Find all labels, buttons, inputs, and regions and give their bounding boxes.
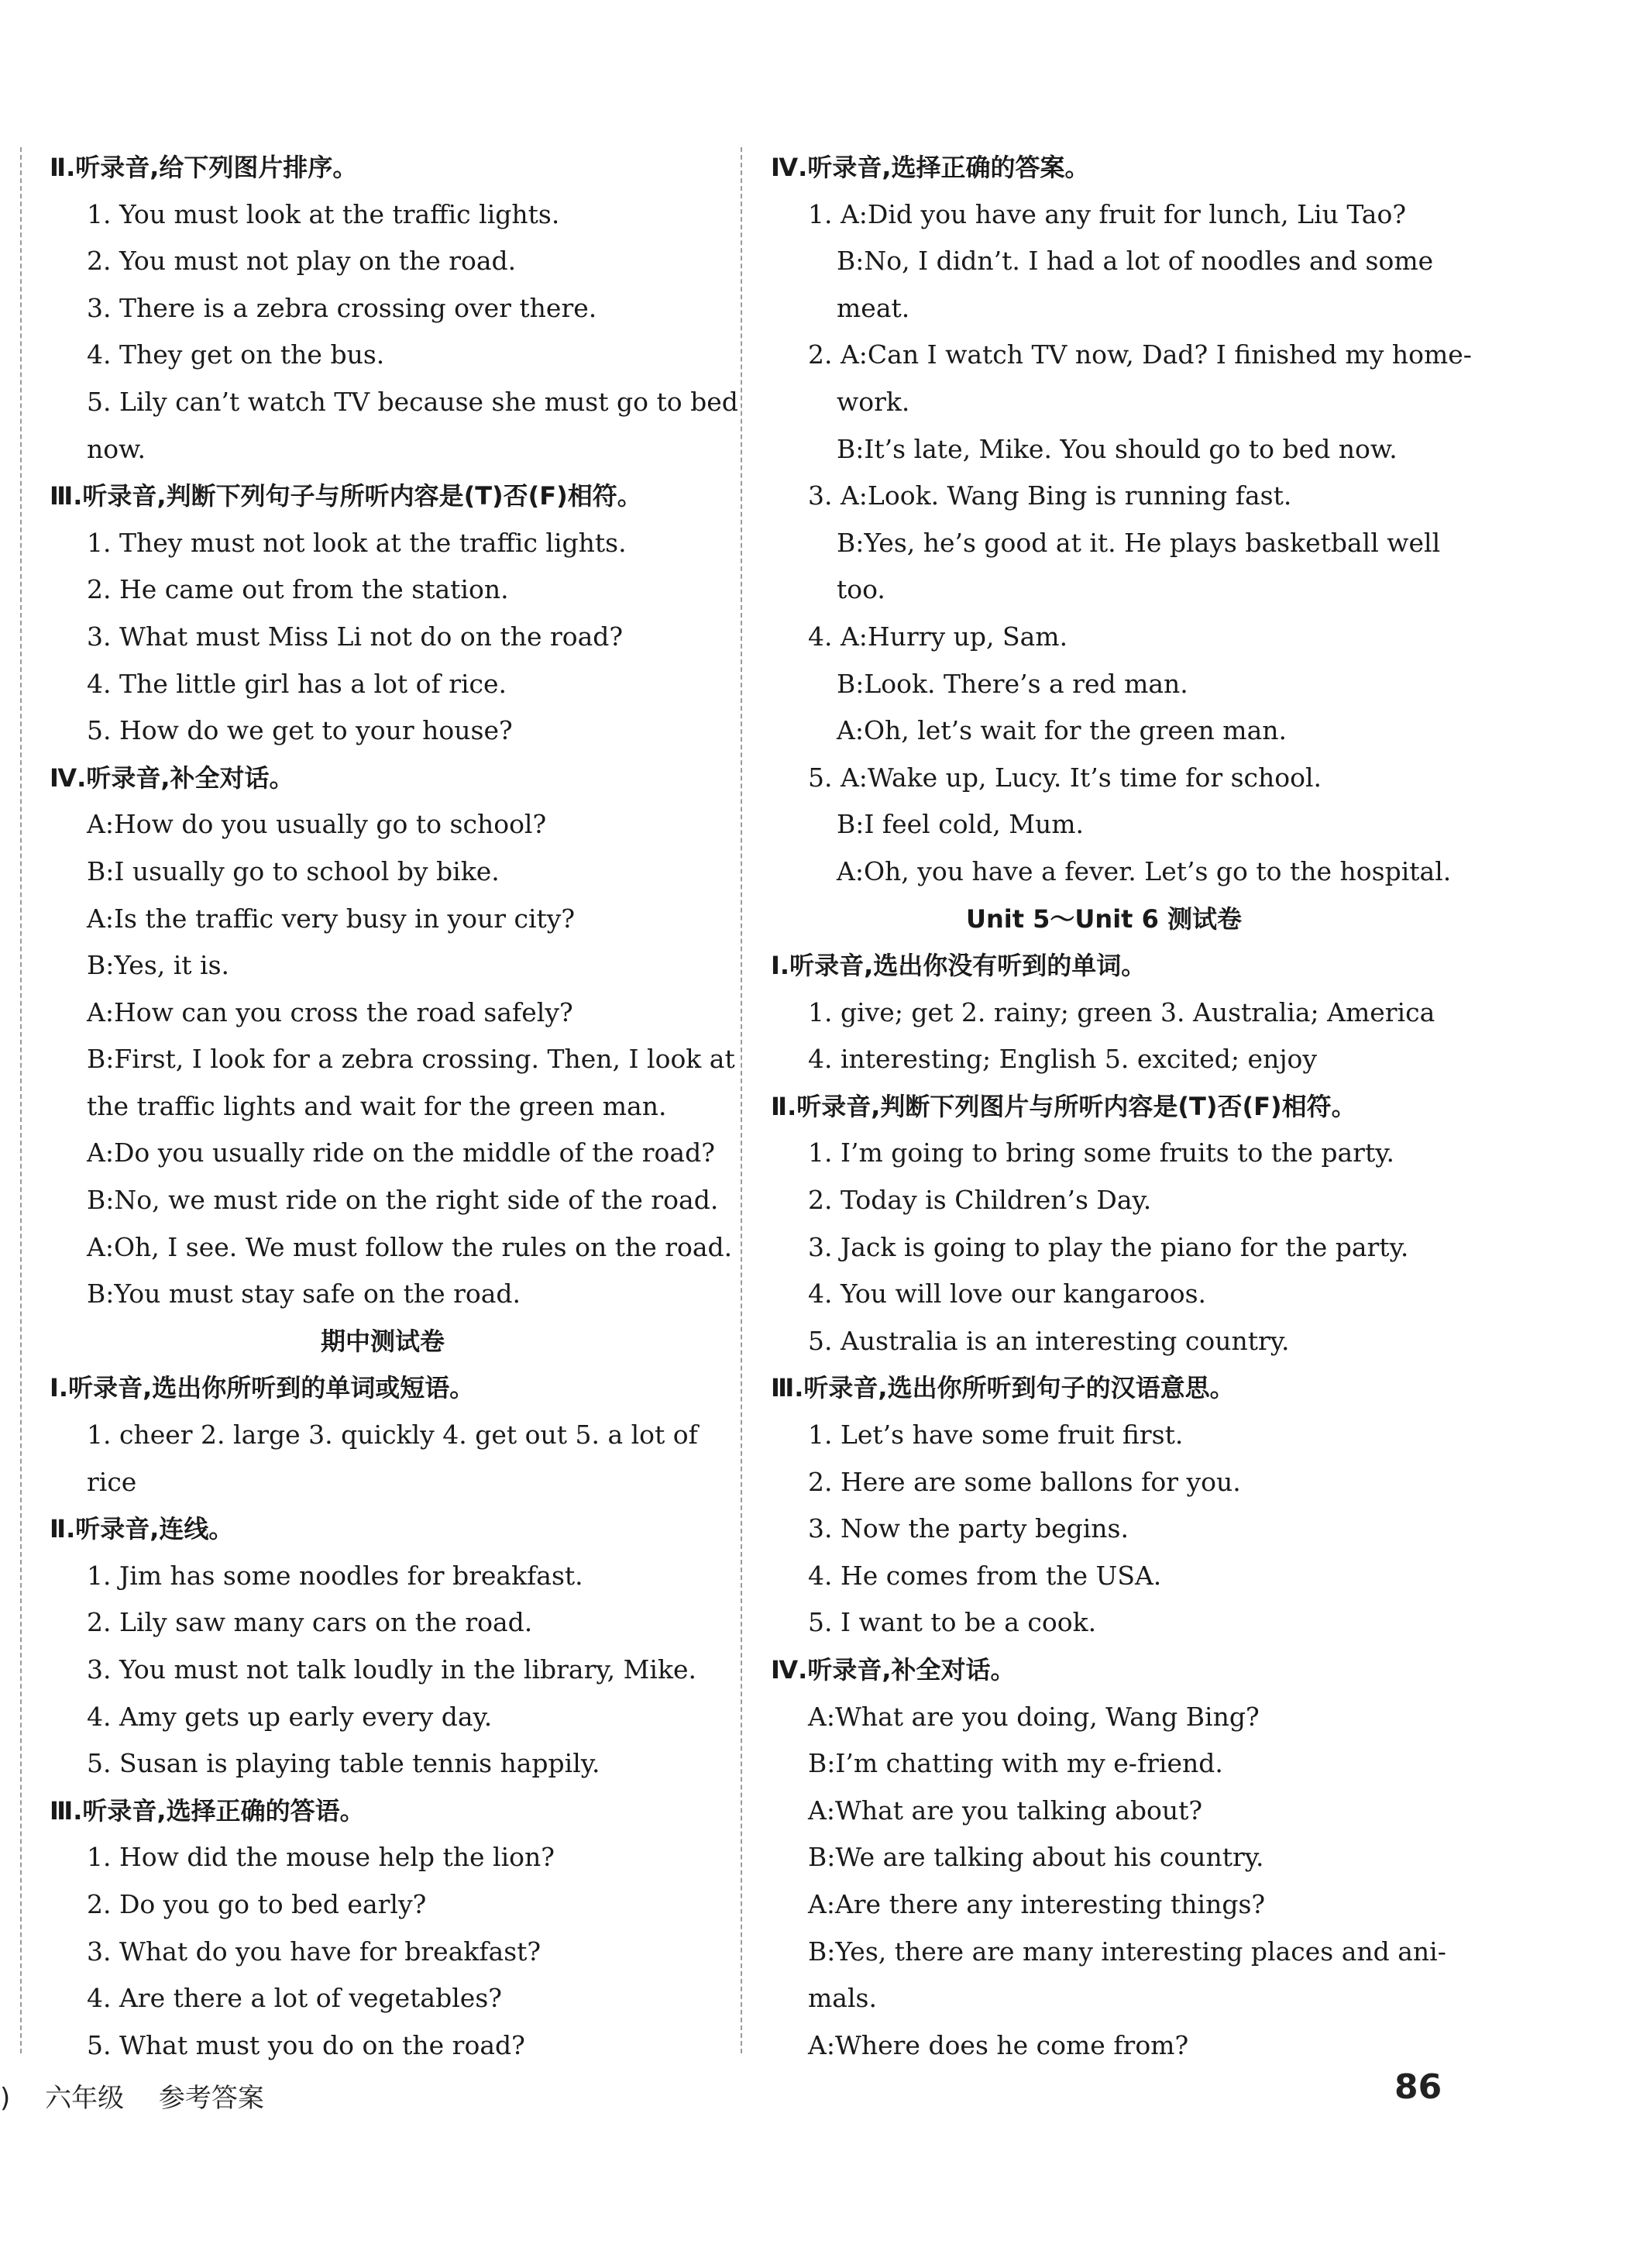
text-line: 1. I’m going to bring some fruits to the party.: [808, 1137, 1394, 1168]
text-line: 5. A:Wake up, Lucy. It’s time for school.: [808, 762, 1322, 793]
text-line: B:I’m chatting with my e-friend.: [808, 1748, 1223, 1779]
test-title: 期中测试卷: [320, 1326, 445, 1356]
text-line: 1. Let’s have some fruit first.: [808, 1420, 1184, 1451]
text-line: B:Yes, there are many interesting places and ani-: [808, 1936, 1446, 1967]
text-line: 3. What do you have for breakfast?: [87, 1936, 541, 1967]
text-line: rice: [87, 1466, 137, 1497]
text-line: A:What are you talking about?: [808, 1795, 1203, 1826]
text-line: B:I usually go to school by bike.: [87, 855, 500, 886]
text-line: 2. A:Can I watch TV now, Dad? I finished my home-: [808, 339, 1472, 370]
dialogue-line: A:Oh, let’s wait for the green man.: [837, 715, 1287, 746]
text-line: 1. They must not look at the traffic lights.: [87, 527, 627, 558]
text-line: 4. interesting; English 5. excited; enjoy: [808, 1044, 1318, 1075]
section-heading: Ⅰ.听录音,选出你没有听到的单词。: [771, 951, 1147, 981]
dialogue-line: work.: [837, 386, 910, 417]
text-line: 4. A:Hurry up, Sam.: [808, 621, 1068, 652]
text-line: A:Oh, I see. We must follow the rules on the road.: [87, 1231, 733, 1262]
dialogue-line: B:Look. There’s a red man.: [837, 668, 1188, 699]
text-line: A:Is the traffic very busy in your city?: [87, 903, 576, 934]
dialogue-line: B:No, I didn’t. I had a lot of noodles and some: [837, 246, 1434, 277]
text-line: 1. A:Did you have any fruit for lunch, Liu Tao?: [808, 198, 1407, 229]
section-heading: Ⅳ.听录音,补全对话。: [50, 762, 294, 793]
text-line: A:Are there any interesting things?: [808, 1888, 1266, 1919]
section-heading: Ⅳ.听录音,补全对话。: [771, 1655, 1016, 1685]
section-heading: Ⅱ.听录音,给下列图片排序。: [50, 153, 358, 182]
text-line: 2. He came out from the station.: [87, 574, 509, 605]
dialogue-line: A:Oh, you have a fever. Let’s go to the hospital.: [837, 855, 1452, 886]
text-line: 3. Now the party begins.: [808, 1513, 1129, 1544]
text-line: 3. You must not talk loudly in the library, Mike.: [87, 1654, 696, 1685]
text-line: 4. He comes from the USA.: [808, 1560, 1162, 1591]
dialogue-line: too.: [837, 574, 885, 605]
text-line: 1. cheer 2. large 3. quickly 4. get out 5. a lot of: [87, 1420, 698, 1451]
test-title: Unit 5～Unit 6 测试卷: [965, 903, 1243, 934]
section-heading: Ⅱ.听录音,连线。: [50, 1514, 234, 1544]
section-heading: Ⅳ.听录音,选择正确的答案。: [771, 153, 1090, 182]
text-line: mals.: [808, 1983, 877, 2014]
text-line: A:Do you usually ride on the middle of the road?: [87, 1137, 715, 1168]
text-line: 4. You will love our kangaroos.: [808, 1279, 1207, 1310]
text-line: 2. Here are some ballons for you.: [808, 1466, 1241, 1497]
text-line: B:No, we must ride on the right side of the road.: [87, 1185, 719, 1216]
text-line: 4. The little girl has a lot of rice.: [87, 668, 507, 699]
section-heading: Ⅲ.听录音,选择正确的答语。: [50, 1795, 365, 1826]
right-column: [771, 144, 1472, 2069]
text-line: 5. How do we get to your house?: [87, 715, 513, 746]
footer-label: [0, 2077, 291, 2115]
section-heading: Ⅲ.听录音,选出你所听到句子的汉语意思。: [771, 1373, 1235, 1403]
text-line: 3. A:Look. Wang Bing is running fast.: [808, 480, 1292, 511]
left-column: [50, 144, 738, 2069]
text-line: now.: [87, 433, 146, 464]
left-margin-rule: [20, 147, 22, 2053]
dialogue-line: meat.: [837, 292, 910, 323]
text-line: B:You must stay safe on the road.: [87, 1279, 521, 1310]
text-line: the traffic lights and wait for the green man.: [87, 1090, 667, 1121]
text-line: 2. Lily saw many cars on the road.: [87, 1607, 533, 1638]
text-line: 3. Jack is going to play the piano for the party.: [808, 1231, 1409, 1262]
text-line: 1. You must look at the traffic lights.: [87, 198, 560, 229]
text-line: 4. They get on the bus.: [87, 339, 385, 370]
footer-paren: ): [0, 2083, 11, 2114]
section-heading: Ⅰ.听录音,选出你所听到的单词或短语。: [50, 1373, 475, 1403]
text-line: 2. Do you go to bed early?: [87, 1888, 427, 1919]
text-line: A:What are you doing, Wang Bing?: [808, 1701, 1260, 1732]
text-line: B:First, I look for a zebra crossing. Then, I look at: [87, 1044, 735, 1075]
text-line: 1. How did the mouse help the lion?: [87, 1842, 555, 1873]
dialogue-line: B:It’s late, Mike. You should go to bed now.: [837, 433, 1398, 464]
text-line: 3. There is a zebra crossing over there.: [87, 292, 597, 323]
text-line: 3. What must Miss Li not do on the road?: [87, 621, 624, 652]
text-line: B:We are talking about his country.: [808, 1842, 1264, 1873]
text-line: 5. What must you do on the road?: [87, 2029, 525, 2060]
footer-grade: 六年级: [45, 2083, 125, 2114]
text-line: B:Yes, it is.: [87, 950, 230, 981]
section-heading: Ⅱ.听录音,判断下列图片与所听内容是(T)否(F)相符。: [771, 1091, 1356, 1121]
footer-section: 参考答案: [158, 2083, 264, 2114]
text-line: 2. Today is Children’s Day.: [808, 1185, 1152, 1216]
text-line: A:Where does he come from?: [808, 2029, 1189, 2060]
dialogue-line: B:I feel cold, Mum.: [837, 809, 1085, 840]
text-line: A:How can you cross the road safely?: [87, 996, 573, 1027]
column-divider: [741, 147, 742, 2053]
page-number: 86: [1394, 2067, 1442, 2107]
text-line: 5. Lily can’t watch TV because she must go to bed: [87, 386, 738, 417]
text-line: 4. Amy gets up early every day.: [87, 1701, 493, 1732]
dialogue-line: B:Yes, he’s good at it. He plays basketball well: [837, 527, 1441, 558]
text-line: 1. give; get 2. rainy; green 3. Australia; America: [808, 996, 1435, 1027]
text-line: 1. Jim has some noodles for breakfast.: [87, 1560, 583, 1591]
text-line: 4. Are there a lot of vegetables?: [87, 1983, 502, 2014]
section-heading: Ⅲ.听录音,判断下列句子与所听内容是(T)否(F)相符。: [50, 481, 642, 511]
text-line: 2. You must not play on the road.: [87, 246, 517, 277]
text-line: 5. I want to be a cook.: [808, 1607, 1097, 1638]
text-line: 5. Australia is an interesting country.: [808, 1325, 1290, 1356]
text-line: A:How do you usually go to school?: [87, 809, 547, 840]
text-line: 5. Susan is playing table tennis happily.: [87, 1748, 600, 1779]
